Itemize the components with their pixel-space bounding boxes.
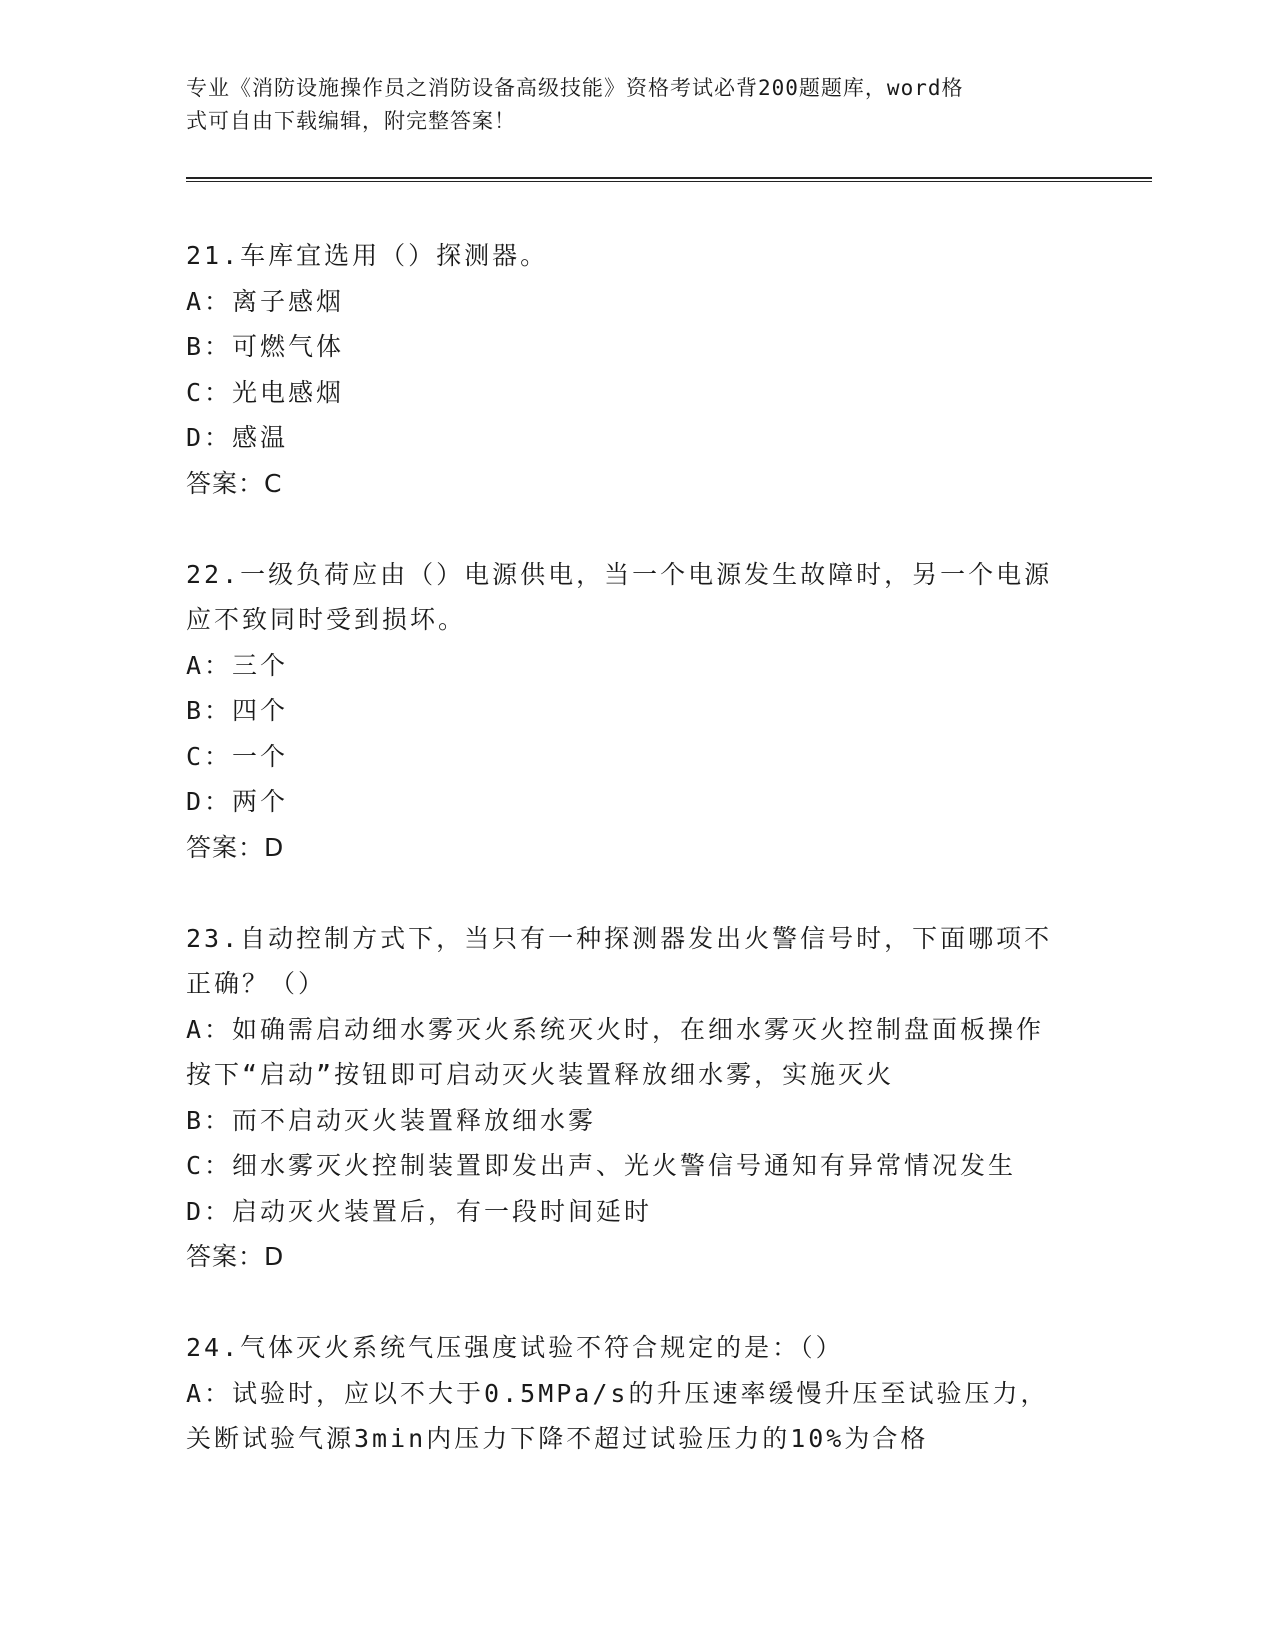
option-text: 关断试验气源3min内压力下降不超过试验压力的10%为合格: [186, 1424, 929, 1453]
question-list: [186, 233, 1086, 1462]
document-header: [186, 72, 1066, 138]
answer-text: 答案：C: [186, 468, 283, 498]
option-text: D：两个: [186, 787, 289, 816]
question-spacer: [186, 1280, 1086, 1326]
option-text: D：感温: [186, 423, 289, 452]
question-block: [186, 233, 1086, 552]
answer-text: 答案：D: [186, 1242, 285, 1271]
question-spacer: [186, 506, 1086, 552]
option-text: B：四个: [186, 696, 289, 725]
header-line-1: 专业《消防设施操作员之消防设备高级技能》资格考试必背200题题库，word格: [186, 76, 964, 100]
question-block: [186, 1325, 1086, 1462]
option-text: B：可燃气体: [186, 332, 345, 361]
question-text: 22.一级负荷应由（）电源供电，当一个电源发生故障时，另一个电源: [186, 559, 1053, 589]
option-text: A：离子感烟: [186, 286, 345, 316]
option-text: C：光电感烟: [186, 377, 345, 407]
question-block: [186, 552, 1086, 916]
option-text: D：启动灭火装置后，有一段时间延时: [186, 1196, 653, 1226]
question-text: 正确？（）: [186, 969, 327, 998]
option-text: C：一个: [186, 741, 289, 771]
option-text: C：细水雾灭火控制装置即发出声、光火警信号通知有异常情况发生: [186, 1151, 1017, 1180]
question-spacer: [186, 870, 1086, 916]
question-block: [186, 916, 1086, 1326]
option-text: A：试验时，应以不大于0.5MPa/s的升压速率缓慢升压至试验压力，: [186, 1378, 1049, 1408]
option-text: A：三个: [186, 650, 289, 680]
question-text: 23.自动控制方式下，当只有一种探测器发出火警信号时，下面哪项不: [186, 923, 1053, 953]
question-text: 21.车库宜选用（）探测器。: [186, 241, 549, 270]
header-divider-thick: [186, 177, 1152, 179]
question-text: 24.气体灭火系统气压强度试验不符合规定的是：（）: [186, 1333, 844, 1362]
question-text: 应不致同时受到损坏。: [186, 605, 467, 634]
header-divider-thin: [186, 181, 1152, 182]
option-text: B：而不启动灭火装置释放细水雾: [186, 1105, 597, 1135]
option-text: 按下“启动”按钮即可启动灭火装置释放细水雾，实施灭火: [186, 1060, 895, 1089]
option-text: A：如确需启动细水雾灭火系统灭火时，在细水雾灭火控制盘面板操作: [186, 1014, 1045, 1044]
answer-text: 答案：D: [186, 832, 285, 862]
header-line-2: 式可自由下载编辑，附完整答案！: [186, 109, 516, 133]
